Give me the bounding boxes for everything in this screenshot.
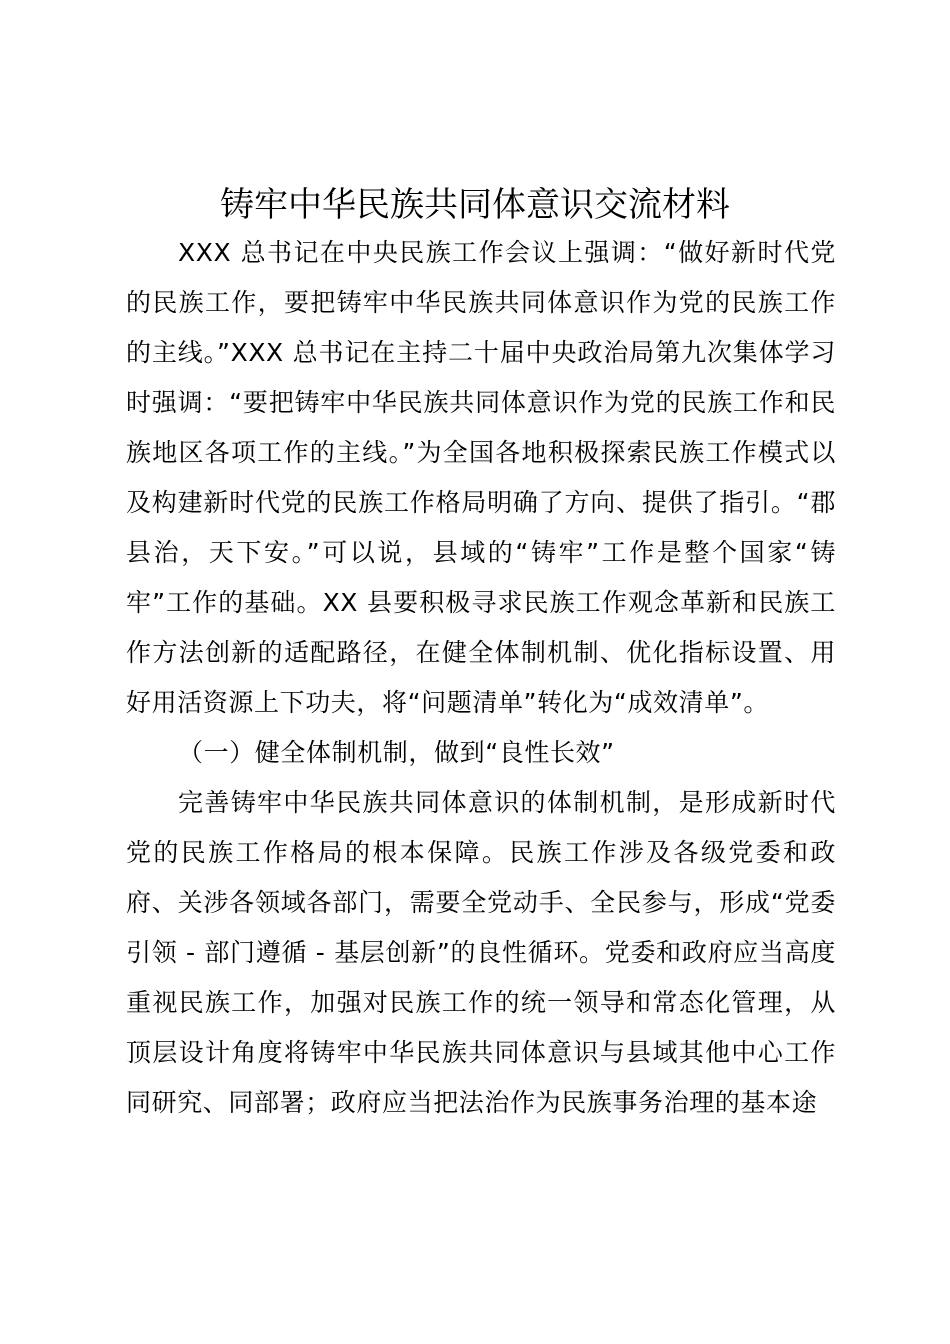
document-body [126,228,836,1128]
intro-paragraph: XXX 总书记在中央民族工作会议上强调：“做好新时代党的民族工作，要把铸牢中华民族共同体意识作为党的民族工作的主线。”XXX 总书记在主持二十届中央政治局第九次集体学习时强调：“要把铸牢中华民族共同体意识作为党的民族工作和民族地区各项工作的主线。”为全国各地积极探索民族工作模式以及构建新时代党的民族工作格局明确了方向、提供了指引。“郡县治，天下安。”可以说，县域的“铸牢”工作是整个国家“铸牢”工作的基础。XX 县要积极寻求民族工作观念革新和民族工作方法创新的适配路径，在健全体制机制、优化指标设置、用好用活资源上下功夫，将“问题清单”转化为“成效清单”。 [126,238,836,717]
document-title: 铸牢中华民族共同体意识交流材料 [220,185,730,225]
section-heading: （一）健全体制机制，做到“良性长效” [178,738,615,767]
body-paragraph: 完善铸牢中华民族共同体意识的体制机制，是形成新时代党的民族工作格局的根本保障。民族工作涉及各级党委和政府、关涉各领域各部门，需要全党动手、全民参与，形成“党委引领 - 部门遵循 - 基层创新”的良性循环。党委和政府应当高度重视民族工作，加强对民族工作的统一领导和常态化管理，从顶层设计角度将铸牢中华民族共同体意识与县域其他中心工作同研究、同部署；政府应当把法治作为民族事务治理的基本途 [126,788,836,1117]
